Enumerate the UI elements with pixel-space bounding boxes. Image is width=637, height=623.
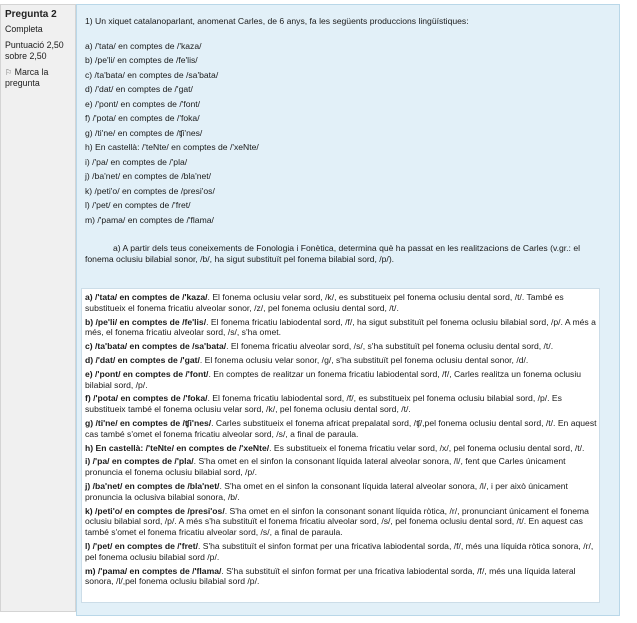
answer-text: . El fonema oclusiu velar sonor, /g/, s'ha substituït pel fonema oclusiu dental sonor, /d/. — [199, 354, 529, 365]
answer-paragraph — [85, 456, 597, 478]
answer-label: e) /'pont/ en comptes de /'font/ — [85, 368, 209, 379]
answer-paragraph — [85, 506, 597, 538]
subquestion-line-1: a) A partir dels teus coneixements de Fonologia i Fonètica, determina què ha passat en les realitzacions de Carles (v.gr.: — [113, 243, 571, 253]
answer-text: . El fonema fricatiu labiodental sord, /f/, es substitueix pel fonema oclusiu bilabial sord, /p/. Es substitueix també el fonema oclusiu velar sord, /k/, pel fonema oclusiu dental sord, /t/. — [85, 393, 562, 415]
answer-text: . Carles substitueix el fonema africat prepalatal sord, /ʧ/,pel fonema oclusiu dental sord, /t/. En aquest cas també s'omet el fonema fricatiu alveolar sord, /s/, a final de paraula. — [85, 417, 597, 439]
answer-paragraph — [85, 317, 597, 339]
answer-label: h) En castellà: /'teNte/ en comptes de /'xeNte/ — [85, 442, 270, 453]
answer-label: a) /'tata/ en comptes de /'kaza/ — [85, 292, 208, 302]
answer-text: . El fonema fricatiu alveolar sord, /s/, s'ha substituït pel fonema oclusiu dental sord, /t/. — [226, 341, 554, 352]
answer-label: k) /peti'o/ en comptes de /presi'os/ — [85, 505, 225, 516]
answer-paragraph — [85, 443, 597, 454]
answer-text: . S'ha omet en el sinfon la consonant líquida lateral alveolar sonora, /l/, fent que Carles únicament pronuncia el fonema oclusiu bilabial sord, /p/. — [85, 456, 566, 478]
flag-question-link[interactable] — [5, 67, 71, 89]
answer-paragraph — [85, 481, 597, 503]
answer-label: f) /'pota/ en comptes de /'foka/ — [85, 393, 208, 404]
answer-paragraph — [85, 341, 597, 352]
flag-label-line-2: pregunta — [5, 78, 40, 88]
list-item: g) /ti'ne/ en comptes de /ʧi'nes/ — [85, 127, 203, 138]
answer-label: b) /pe'li/ en comptes de /fe'lis/ — [85, 316, 207, 327]
answer-paragraph — [85, 541, 597, 563]
answer-label: m) /'pama/ en comptes de /'flama/ — [85, 565, 222, 576]
question-grade — [5, 40, 71, 62]
list-item: f) /'pota/ en comptes de /'foka/ — [85, 113, 200, 123]
answer-label: l) /'pet/ en comptes de /'fret/ — [85, 540, 198, 551]
answer-paragraph — [85, 355, 597, 366]
subquestion-text — [85, 243, 611, 264]
list-item: c) /ta'bata/ en comptes de /sa'bata/ — [85, 69, 219, 80]
answer-label: j) /ba'net/ en comptes de /bla'net/ — [85, 480, 220, 491]
list-item: a) /'tata/ en comptes de /'kaza/ — [85, 40, 202, 51]
answer-text: . S'ha substituït el sinfon format per una fricativa labiodental sorda, /f/, més una líquida lateral sonora, /l/,pel fonema oclusiu bilabial sord /p/. — [85, 565, 576, 587]
answer-text: . S'ha substituït el sinfon format per una fricativa labiodental sorda, /f/, més una líquida ròtica sonora, /r/, pel fonema oclusiu bilabial sord /p/. — [85, 540, 594, 562]
grade-line-1: Puntuació 2,50 — [5, 40, 64, 50]
grade-line-2: sobre 2,50 — [5, 51, 47, 61]
question-state: Completa — [5, 24, 43, 34]
subquestion-line-2: el fonema oclusiu bilabial sonor, /b/, ha sigut substituït pel fonema bilabial sord, /p/). — [85, 243, 581, 264]
question-info-panel — [0, 4, 76, 612]
list-item: i) /'pa/ en comptes de /'pla/ — [85, 156, 188, 167]
flag-icon: ⚐ — [5, 68, 13, 77]
question-content — [76, 4, 620, 616]
list-item: b) /pe'li/ en comptes de /fe'lis/ — [85, 55, 198, 65]
answer-paragraph — [85, 418, 597, 440]
list-item: l) /'pet/ en comptes de /'fret/ — [85, 200, 191, 210]
answer-paragraph — [85, 393, 597, 415]
list-item: j) /ba'net/ en comptes de /bla'net/ — [85, 171, 212, 181]
question-text — [85, 14, 611, 264]
answer-label: c) /ta'bata/ en comptes de /sa'bata/ — [85, 341, 227, 352]
list-item: k) /peti'o/ en comptes de /presi'os/ — [85, 185, 215, 196]
answer-text: . El fonema oclusiu velar sord, /k/, es substitueix pel fonema oclusiu dental sord, /t/. També es substitueix el fonema fricatiu alveolar sonor, /z/, pel fonema oclusiu dental sord, /t/. — [85, 292, 564, 313]
list-item: h) En castellà: /'teNte/ en comptes de /'xeNte/ — [85, 142, 259, 152]
answer-text: . Es substitueix el fonema fricatiu velar sord, /x/, pel fonema oclusiu dental sord, /t/. — [269, 442, 585, 453]
question-intro: 1) Un xiquet catalanoparlant, anomenat Carles, de 6 anys, fa les següents produccions lingüístiques: — [85, 16, 469, 26]
list-item: e) /'pont/ en comptes de /'font/ — [85, 98, 201, 109]
answer-paragraph — [85, 566, 597, 588]
answer-text: . S'ha omet en el sinfon la consonant líquida lateral alveolar sonora, /l/, i per això únicament pronuncia la oclusiva bilabial sonora, /b/. — [85, 480, 568, 502]
answer-paragraph — [85, 369, 597, 391]
answer-paragraph — [85, 292, 597, 314]
answer-text: . En comptes de realitzar un fonema fricatiu labiodental sord, /f/, Carles realitza un fonema oclusiu bilabial sord, /p/. — [85, 368, 582, 390]
answer-label: d) /'dat/ en comptes de /'gat/ — [85, 354, 200, 365]
answer-text: . El fonema fricatiu labiodental sord, /f/, ha sigut substituït pel fonema oclusiu bilabial sord, /p/. A més a més, el fonema fricatiu alveolar sord, /s/, s'ha omet. — [85, 316, 596, 338]
answer-label: g) /ti'ne/ en comptes de /ʧi'nes/ — [85, 417, 212, 428]
list-item: m) /'pama/ en comptes de /'flama/ — [85, 214, 214, 225]
question-items — [85, 39, 611, 228]
question-number: Pregunta 2 — [5, 9, 57, 20]
answer-editor[interactable] — [81, 288, 600, 603]
flag-label-line-1: Marca la — [14, 67, 49, 77]
answer-text: . S'ha omet en el sinfon la consonant sonant líquida ròtica, /r/, pronunciant únicament el fonema oclusiu bilabial sord, /p/. A més s'ha substituït el fonema fricatiu alveolar sord, /s/, pel fonema oclusiu dental sord, /t/. En aquest cas també s'omet el fonema fricatiu alveolar sord, /s/, a final de paraula. — [85, 505, 589, 538]
list-item: d) /'dat/ en comptes de /'gat/ — [85, 84, 193, 94]
answer-label: i) /'pa/ en comptes de /'pla/ — [85, 456, 194, 467]
